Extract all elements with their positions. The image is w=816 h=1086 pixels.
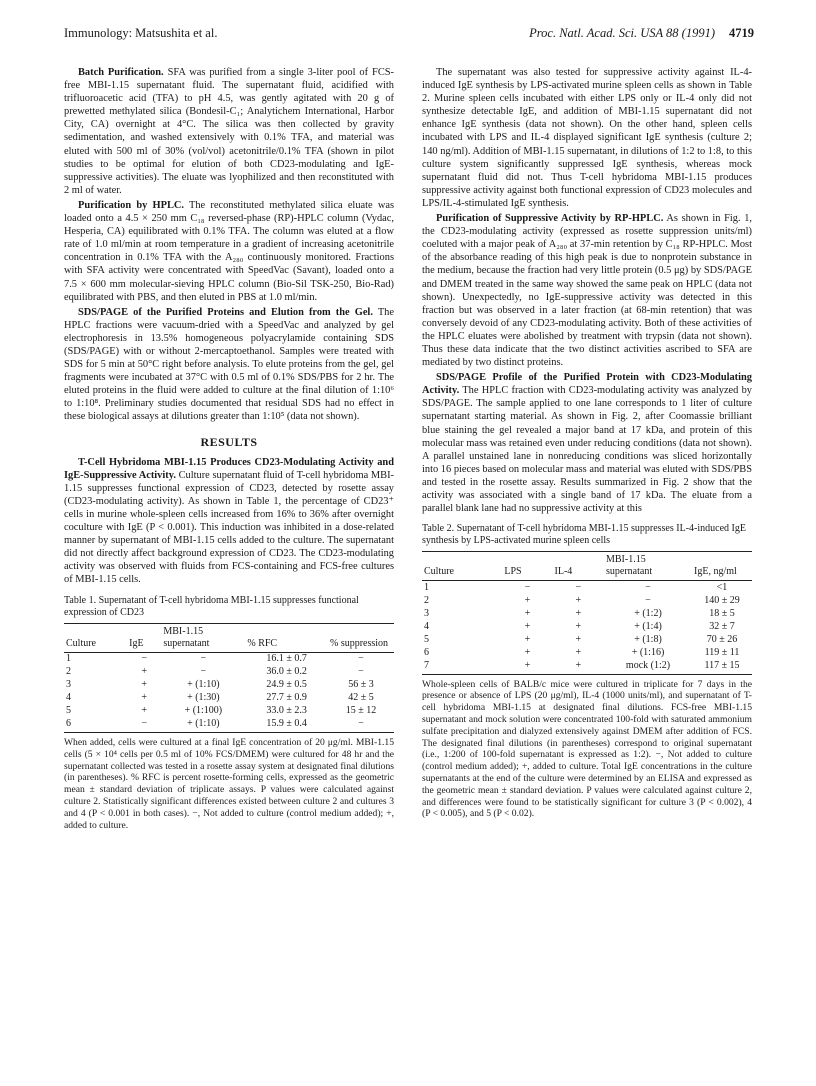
- paragraph-hybridoma-activity: [64, 456, 394, 587]
- table-row: [422, 659, 752, 674]
- table-cell: +: [502, 659, 552, 674]
- table-cell: 16.1 ± 0.7: [266, 653, 307, 665]
- paragraph-sds-page: [64, 306, 394, 424]
- run-in-heading: Batch Purification.: [78, 67, 164, 78]
- table2-footnote: Whole-spleen cells of BALB/c mice were cultured in triplicate for 7 days in the presence or absence of LPS (20 μg/ml), IL-4 (1000 units/ml), and supernatant of T-cell hybridoma MBI-1.15 at designated final dilutions. FCS-free MBI-1.15 supernatant and mock solution were concentrated 100-fold with saturated ammonium sulfate precipitation and dialyzed extensively against DMEM after addition of FCS. The designated final dilutions (in parentheses) correspond to original supernatant (i.e., 1:200 of 100-fold supernatant is expressed as 1:2). −, Not added to culture (control medium added); +, added to culture. Total IgE concentrations in the culture supernatants at the end of the culture were determined by an ELISA and expressed as the geometric mean ± standard deviation. P values were calculated against culture 2, and differences were found to be statistically significant for culture 3 (P < 0.002), 4 (P < 0.005), and 5 (P < 0.02).: [422, 678, 752, 820]
- table-cell: +: [141, 679, 148, 691]
- table-cell: −: [358, 653, 364, 665]
- table-cell: 24.9 ± 0.5: [266, 679, 307, 691]
- table-row: [64, 718, 394, 733]
- table-header-cell: Culture: [64, 623, 127, 652]
- run-in-heading: Purification of Suppressive Activity by RP-HPLC.: [436, 213, 664, 225]
- paragraph-body: The supernatant was also tested for suppressive activity against IL-4-induced IgE synthesis by LPS-activated murine spleen cells as shown in Table 2. Murine spleen cells incubated with either LPS only or IL-4 only did not synthesize detectable IgE, and addition of MBI-1.15 supernatant did not enhance IgE synthesis (data not shown). On the other hand, spleen cells incubated with LPS and IL-4 displayed significant IgE synthesis (culture 2; 140 ng/ml). Addition of MBI-1.15 supernatant, in dilutions of 1:2 to 1:8, to this culture system significantly suppressed IgE synthesis, whereas mock supernatant fluid did not. Thus T-cell hybridoma MBI-1.15 produces suppressive activity against both functional expression of CD23 molecules and LPS/IL-4-stimulated IgE synthesis.: [422, 67, 752, 209]
- table-header-cell: LPS: [502, 552, 552, 581]
- table-cell: −: [200, 653, 207, 665]
- table-row: [64, 666, 394, 679]
- running-header: [64, 26, 754, 44]
- table-cell: 27.7 ± 0.9: [266, 692, 307, 704]
- table-header-row: [64, 623, 394, 652]
- run-in-heading: SDS/PAGE of the Purified Proteins and Elution from the Gel.: [78, 306, 373, 318]
- table-cell: 3: [424, 607, 429, 619]
- table-cell: +: [575, 646, 582, 658]
- table-cell: +: [524, 646, 531, 658]
- table-cell: 56 ± 3: [348, 679, 374, 691]
- table-row: [422, 594, 752, 607]
- table-cell: + (1:10): [187, 679, 220, 691]
- table-cell: 32 ± 7: [709, 620, 735, 632]
- table-cell: 18 ± 5: [709, 607, 735, 619]
- table-cell: +: [524, 633, 531, 645]
- paragraph-body: SFA was purified from a single 3-liter pool of FCS-free MBI-1.15 supernatant fluid. The supernatant fluid, acidified with trifluoroacetic acid (TFA) to pH 4.5, was gently agitated with 20 g of prewetted methylated silica (Bondesil-C₁; Analytichem International, Harbor City, CA) overnight at 4°C. The silica was then collected by gravity sedimentation, and washed extensively with 0.1% TFA, and material was eluted with 500 ml of 30% (vol/vol) acetonitrile/0.1% TFA (shown in pilot studies to be optimal for elution of both CD23-modulating and IgE-suppressive activities). The eluate was lyophilized and then reconstituted with 2 ml of water.: [64, 67, 394, 196]
- paragraph-hplc-purification: [64, 199, 394, 304]
- table-cell: + (1:10): [161, 718, 245, 733]
- table-cell: 140 ± 29: [704, 594, 740, 606]
- table-cell: 6: [64, 718, 127, 733]
- table-header-cell: Culture: [422, 552, 502, 581]
- table-cell: +: [524, 607, 531, 619]
- table1-caption: Table 1. Supernatant of T-cell hybridoma MBI-1.15 suppresses functional expression of CD23: [64, 594, 359, 618]
- table-cell: 6: [424, 646, 429, 658]
- paragraph-rp-hplc: [422, 212, 752, 369]
- paragraph-body: The HPLC fraction with CD23-modulating activity was analyzed by SDS/PAGE. The sample applied to one lane corresponds to 1 liter of culture supernatant starting material. As shown in Fig. 2, after Coomassie brilliant blue staining the gel revealed a major band at 17 kDa, and protein of this molecular mass was retained even under reducing conditions (data not shown). A parallel unstained lane in nonreducing conditions was sliced horizontally into 16 pieces based on molecular mass and material was eluted with SDS/PBS and tested in the rosette assay. Results summarized in Fig. 2 show that the activity was associated with a single band of 17 kDa. The eluate from a parallel blank lane had no suppressive activity at this: [422, 385, 752, 515]
- table-header-cell: % suppression: [328, 623, 394, 652]
- table-header-row: [422, 552, 752, 581]
- table-cell: +: [575, 607, 582, 619]
- run-in-heading: Purification by HPLC.: [78, 199, 184, 211]
- table-cell: +: [575, 620, 582, 632]
- table-cell: 5: [424, 633, 429, 645]
- header-journal-citation: Proc. Natl. Acad. Sci. USA 88 (1991): [529, 26, 715, 40]
- header-journal: [529, 26, 754, 41]
- table2: [422, 551, 752, 675]
- table-cell: +: [575, 594, 582, 606]
- table-cell: 119 ± 11: [704, 646, 740, 658]
- table1: [64, 623, 394, 734]
- table-cell: 70 ± 26: [706, 633, 738, 645]
- table-cell: −: [645, 581, 651, 593]
- table-cell: + (1:16): [631, 646, 665, 658]
- table-cell: + (1:30): [187, 692, 220, 704]
- table1-footnote: When added, cells were cultured at a final IgE concentration of 20 μg/ml. MBI-1.15 cells (5 × 10⁴ cells per 0.5 ml of 10% FCS/DMEM) were cultured for 48 hr and the supernatant collected was tested in a rosette assay system at designated final dilutions (in parentheses). % RFC is percent rosette-forming cells, expressed as the geometric mean ± standard deviation of triplicate assays. P values were calculated against culture 2. Statistically significant differences existed between culture 2 and cultures 3 and 4 (P < 0.001 in both cases). −, Not added to culture (control medium added); +, added to culture.: [64, 737, 394, 831]
- page-number: 4719: [729, 26, 754, 40]
- table-cell: mock (1:2): [604, 659, 692, 674]
- table-header-cell: % RFC: [245, 623, 328, 652]
- section-heading-results: RESULTS: [200, 434, 258, 449]
- table-cell: 33.0 ± 2.3: [266, 705, 307, 717]
- table-cell: +: [575, 633, 582, 645]
- table-row: [64, 705, 394, 718]
- table-header-cell: MBI-1.15 supernatant: [161, 623, 245, 652]
- table-cell: + (1:4): [634, 620, 662, 632]
- table-cell: −: [524, 581, 531, 593]
- left-column: [64, 66, 394, 833]
- table-cell: 7: [422, 659, 502, 674]
- table-cell: 42 ± 5: [348, 692, 374, 704]
- table-cell: −: [328, 718, 394, 733]
- paragraph-batch-purification: [64, 66, 394, 197]
- paragraph-body: Culture supernatant fluid of T-cell hybridoma MBI-1.15 suppresses functional expression of CD23, detected by rosette assay (CD23-modulating activity). As shown in Table 1, the percentage of CD23⁺ cells in murine whole-spleen cells increased from 16% to 36% after overnight coculture with IgE (P < 0.001). This induction was inhibited in a dose-related manner by supernatant of MBI-1.15 cells added to the culture. The supernatant did not directly affect background expression of CD23. The CD23-modulating activity was observed with fluids from FCS-containing and FCS-free cultures of MBI-1.15 cells.: [64, 469, 394, 586]
- table-cell: 5: [66, 705, 71, 717]
- table-cell: 1: [424, 581, 429, 593]
- table-cell: +: [524, 594, 531, 606]
- table-row: [64, 652, 394, 666]
- table-cell: 2: [424, 594, 429, 606]
- table-cell: −: [200, 666, 207, 678]
- run-in-heading: T-Cell Hybridoma MBI-1.15 Produces CD23-Modulating Activity and IgE-Suppressive Activity.: [64, 456, 394, 481]
- table-cell: 36.0 ± 0.2: [266, 666, 307, 678]
- paragraph-body: As shown in Fig. 1, the CD23-modulating activity (expressed as rosette suppression units/ml) coeluted with a major peak of A₂₈₀ at 37-min retention by C₁₈ RP-HPLC. Most of the absorbance reading of this high peak is due to nonprotein substance in the medium, because the fraction had very little protein (0.5 μg) by SDS/PAGE and DMEM treated in the same way showed the same peak on HPLC (data not shown). Unexpectedly, no IgE-suppressive activity was detected in this fraction but was observed in a later fraction (at 68-min retention) that was conversely devoid of any CD23-modulating activity. Both of these activities of the HPLC eluates were abolished by treatment with trypsin (data not shown). Thus these data indicate that the two distinct activities ascribed to SFA are mediated by two distinct proteins.: [422, 213, 752, 369]
- table-cell: 3: [66, 679, 71, 691]
- table-cell: +: [141, 692, 148, 704]
- table-header-cell: IL-4: [553, 552, 604, 581]
- table-cell: −: [358, 666, 364, 678]
- table-row: [422, 620, 752, 633]
- table-cell: −: [645, 594, 651, 606]
- table-cell: + (1:100): [184, 705, 223, 717]
- table-cell: 15 ± 12: [345, 705, 377, 717]
- table-cell: −: [127, 718, 161, 733]
- paragraph-ige-suppression: [422, 66, 752, 210]
- table-cell: 15.9 ± 0.4: [245, 718, 328, 733]
- table-cell: + (1:8): [634, 633, 662, 645]
- table-cell: 2: [66, 666, 71, 678]
- table-cell: 4: [424, 620, 429, 632]
- paragraph-body: The HPLC fractions were vacuum-dried with a SpeedVac and analyzed by gel electrophoresis in 13.5% homogeneous polyacrylamide containing SDS (SDS/PAGE) with or without 2-mercaptoethanol. Samples were treated with SDS for 5 min at 50°C right before analysis. To elute proteins from the gel, gel fragments were incubated at 37°C with 0.5 ml of 0.1% SDS/PBS for 2 hr. The eluted proteins in the fluid were added to culture at the final dilution of 1:10⁶ to 1:10⁸. Preliminary studies documented that residual SDS had no effect in these biological assays at dilutions greater than 1:10⁵ (data not shown).: [64, 306, 394, 423]
- table-row: [64, 679, 394, 692]
- table-row: [64, 692, 394, 705]
- paragraph-sds-page-profile: [422, 371, 752, 515]
- table-cell: −: [141, 653, 148, 665]
- table-row: [422, 607, 752, 620]
- right-column: [422, 66, 752, 822]
- table-cell: +: [524, 620, 531, 632]
- paragraph-body: The reconstituted methylated silica eluate was loaded onto a 4.5 × 250 mm C₁₈ reversed-phase (RP)-HPLC column (Vydac, Hesperia, CA) equilibrated with 0.1% TFA. The column was eluted at a flow rate of 1.0 ml/min at room temperature in a gradient of increasing acetonitrile concentration in 0.1% TFA with the A₂₈₀ continuously monitored. Fractions with SFA activity were concentrated with SpeedVac (Savant), loaded onto a 7.5 × 600 mm molecular-sieving HPLC column (Bio-Sil TSK-250, Bio-Rad) equilibrated with PBS, and then eluted in PBS at 1.0 ml/min.: [64, 199, 394, 303]
- table-cell: 1: [66, 653, 71, 665]
- table-cell: 4: [66, 692, 71, 704]
- table-row: [422, 633, 752, 646]
- header-section-author: Immunology: Matsushita et al.: [64, 26, 218, 40]
- table-cell: <1: [716, 581, 728, 593]
- table-row: [422, 581, 752, 595]
- table-header-cell: MBI-1.15 supernatant: [604, 552, 692, 581]
- table-cell: −: [575, 581, 582, 593]
- table-row: [422, 646, 752, 659]
- table2-caption: Table 2. Supernatant of T-cell hybridoma MBI-1.15 suppresses IL-4-induced IgE synthesis by LPS-activated murine spleen cells: [422, 523, 746, 547]
- table-cell: +: [141, 705, 148, 717]
- table-cell: 117 ± 15: [692, 659, 752, 674]
- run-in-heading: SDS/PAGE Profile of the Purified Protein with CD23-Modulating Activity.: [422, 372, 752, 397]
- table-header-cell: IgE, ng/ml: [692, 552, 752, 581]
- table-cell: +: [141, 666, 148, 678]
- table-cell: +: [553, 659, 604, 674]
- table-header-cell: IgE: [127, 623, 161, 652]
- table-cell: + (1:2): [634, 607, 662, 619]
